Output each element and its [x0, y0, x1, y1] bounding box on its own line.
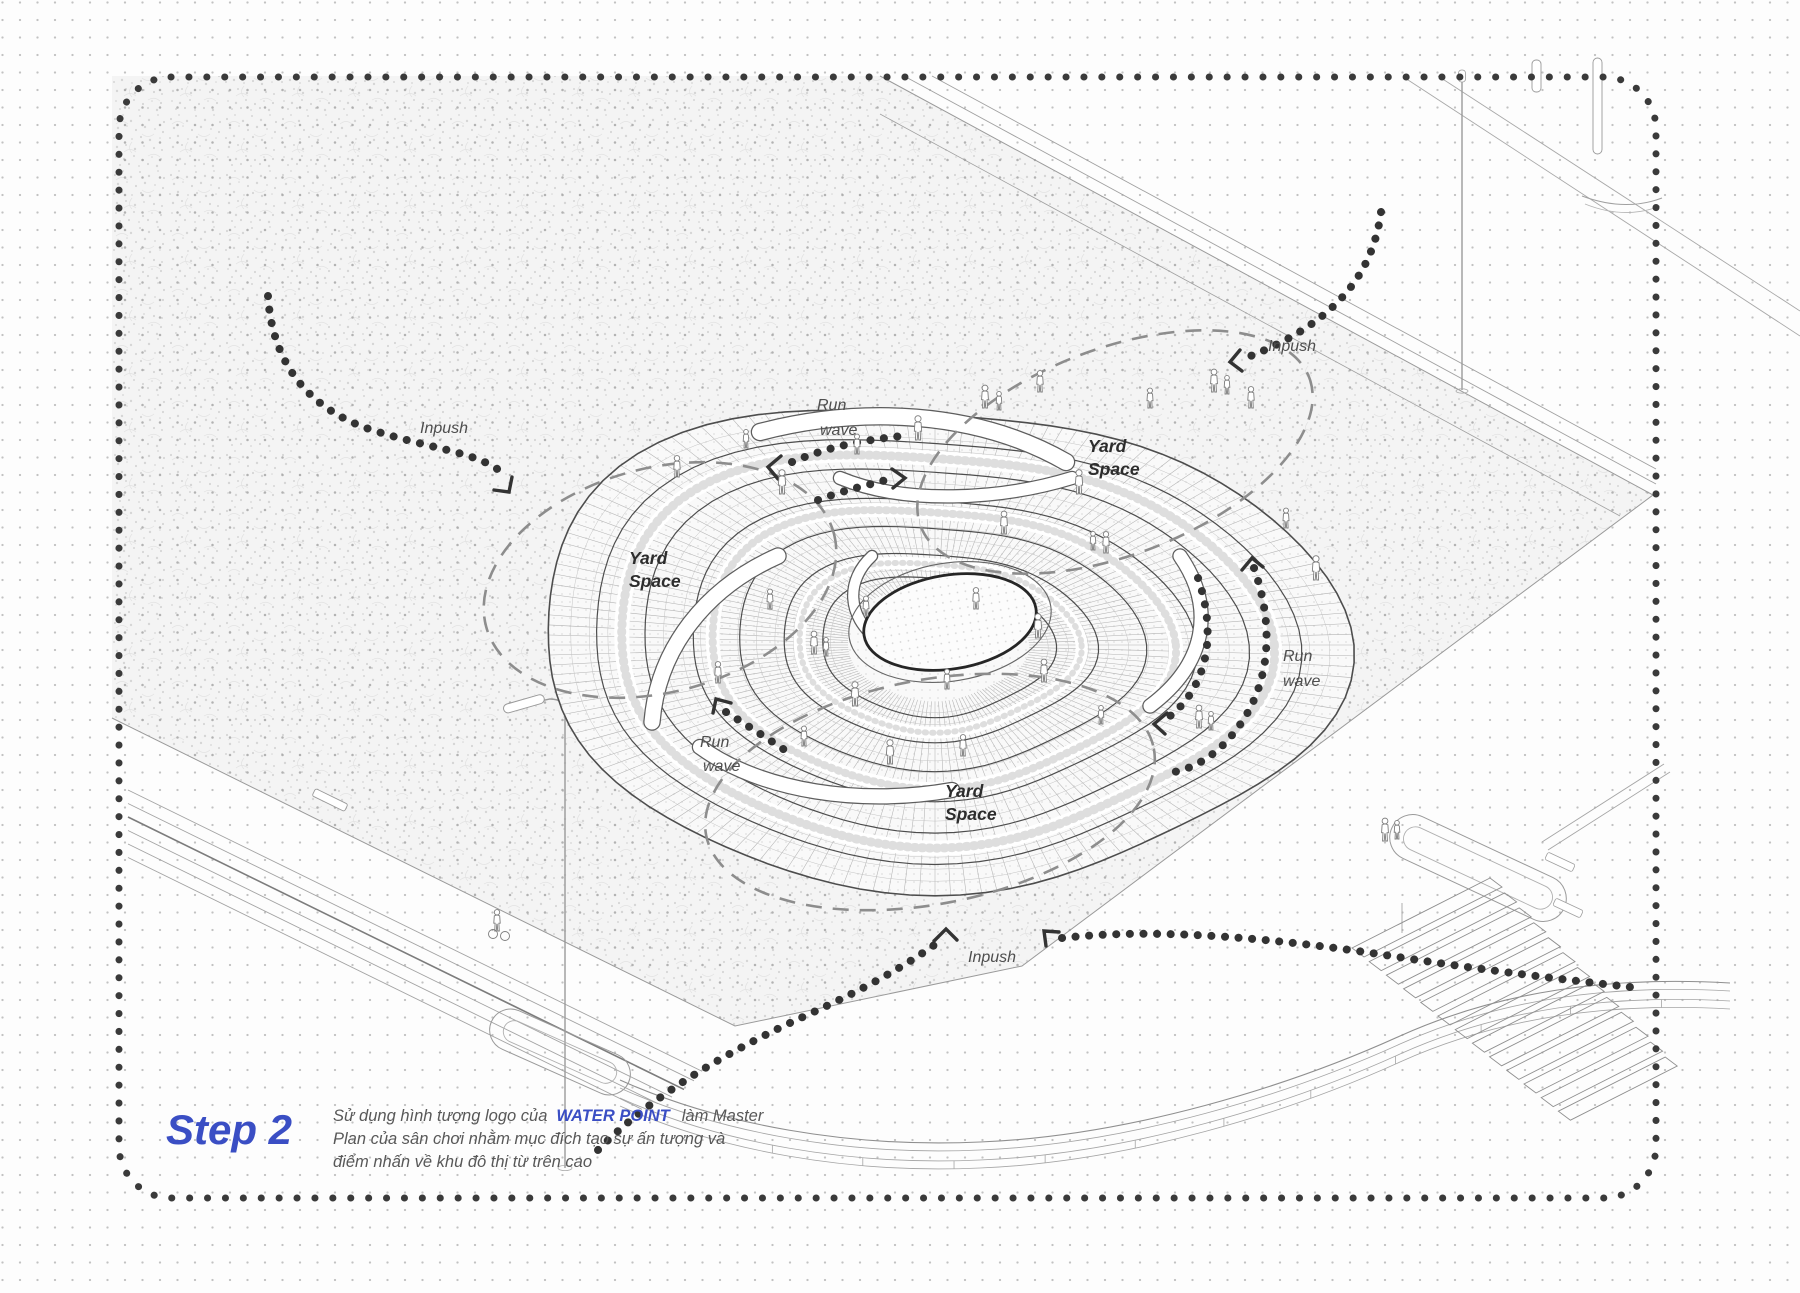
yard-space-label-bottom-line1: Yard [945, 781, 984, 801]
yard-space-label-bottom-line2: Space [945, 804, 997, 824]
run-wave-label-bottom-left-line2: wave [703, 758, 741, 775]
run-wave-label-right-line2: wave [1283, 673, 1321, 690]
run-wave-label-top-line2: wave [820, 422, 858, 439]
step-title: Step 2 [166, 1106, 293, 1153]
yard-space-label-left-line2: Space [629, 571, 681, 591]
yard-space-label-top-right-line2: Space [1088, 459, 1140, 479]
run-wave-label-right-line1: Run [1283, 648, 1313, 665]
yard-space-label-top-right-line1: Yard [1088, 436, 1127, 456]
run-wave-label-top-line1: Run [817, 397, 847, 414]
inpush-label-top-right: Inpush [1268, 338, 1317, 355]
caption-lead: Sử dụng hình tượng logo của [333, 1107, 548, 1125]
caption-line2: Plan của sân chơi nhằm mục đích tạo sự ấn tượng và [333, 1130, 726, 1148]
inpush-label-bottom: Inpush [968, 949, 1017, 966]
inpush-label-left: Inpush [420, 420, 469, 437]
caption-line3: điểm nhấn về khu đô thị từ trên cao [333, 1153, 593, 1171]
yard-space-label-left-line1: Yard [629, 548, 668, 568]
caption-after-brand: làm Master [681, 1107, 764, 1125]
caption-brand: WATER POINT [556, 1107, 670, 1125]
run-wave-label-bottom-left-line1: Run [700, 734, 730, 751]
